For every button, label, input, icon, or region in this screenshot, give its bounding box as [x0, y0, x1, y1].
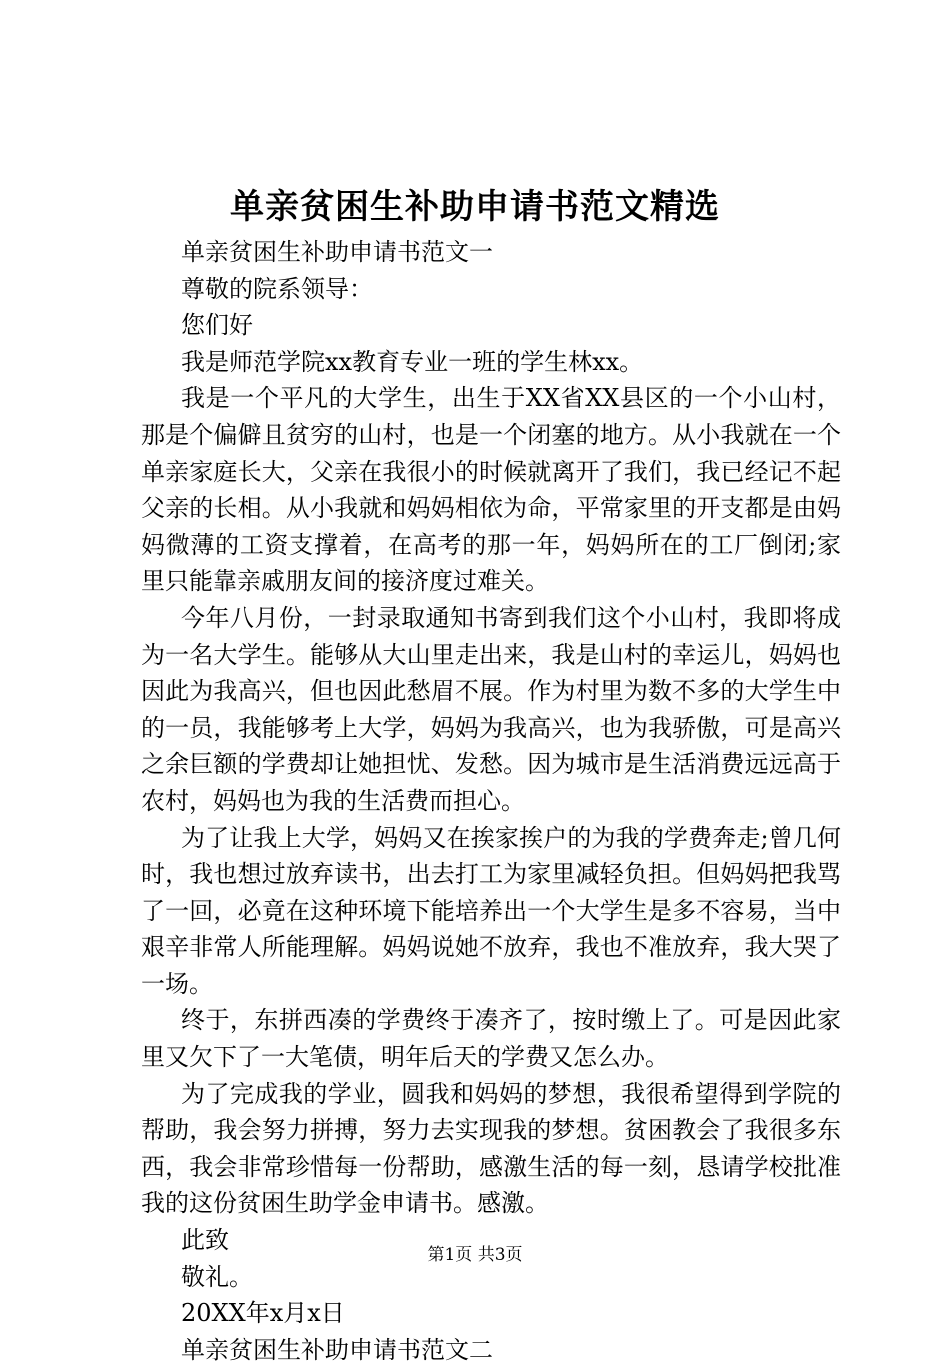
body-paragraph: 为了完成我的学业，圆我和妈妈的梦想，我很希望得到学院的帮助，我会努力拼搏，努力去实现我的梦想。贫困教会了我很多东西，我会非常珍惜每一份帮助，感激生活的每一刻，恳请学校批准我的这份贫困生助学金申请书。感激。 — [141, 1079, 841, 1218]
closing-regards: 敬礼。 — [181, 1262, 253, 1291]
body-paragraph: 今年八月份，一封录取通知书寄到我们这个小山村，我即将成为一名大学生。能够从大山里走出来，我是山村的幸运儿，妈妈也因此为我高兴，但也因此愁眉不展。作为村里为数不多的大学生中的一员，我能够考上大学，妈妈为我高兴，也为我骄傲，可是高兴之余巨额的学费却让她担忧、发愁。因为城市是生活消费远远高于农村，妈妈也为我的生活费而担心。 — [141, 603, 841, 815]
page-footer: 第1页 共3页 — [427, 1245, 523, 1265]
body-paragraph: 我是一个平凡的大学生，出生于XX省XX县区的一个小山村，那是个偏僻且贫穷的山村，也是一个闭塞的地方。从小我就在一个单亲家庭长大，父亲在我很小的时候就离开了我们，我已经记不起父亲的长相。从小我就和妈妈相依为命，平常家里的开支都是由妈妈微薄的工资支撑着，在高考的那一年，妈妈所在的工厂倒闭;家里只能靠亲戚朋友间的接济度过难关。 — [141, 384, 841, 596]
salutation: 尊敬的院系领导： — [181, 274, 373, 303]
greeting: 您们好 — [181, 311, 253, 340]
closing-line: 此致 — [181, 1226, 229, 1255]
document-title: 单亲贫困生补助申请书范文精选 — [230, 187, 720, 227]
section-heading-2: 单亲贫困生补助申请书范文二 — [181, 1335, 493, 1364]
date-line: 20XX年x月x日 — [181, 1299, 345, 1328]
intro-paragraph: 我是师范学院xx教育专业一班的学生林xx。 — [181, 347, 644, 376]
document-body — [141, 234, 841, 1368]
body-paragraph: 为了让我上大学，妈妈又在挨家挨户的为我的学费奔走;曾几何时，我也想过放弃读书，出去打工为家里减轻负担。但妈妈把我骂了一回，必竟在这种环境下能培养出一个大学生是多不容易，当中艰辛非常人所能理解。妈妈说她不放弃，我也不准放弃，我大哭了一场。 — [141, 823, 841, 998]
section-heading-1: 单亲贫困生补助申请书范文一 — [181, 238, 493, 266]
body-paragraph: 终于，东拼西凑的学费终于凑齐了，按时缴上了。可是因此家里又欠下了一大笔债，明年后天的学费又怎么办。 — [141, 1006, 841, 1072]
